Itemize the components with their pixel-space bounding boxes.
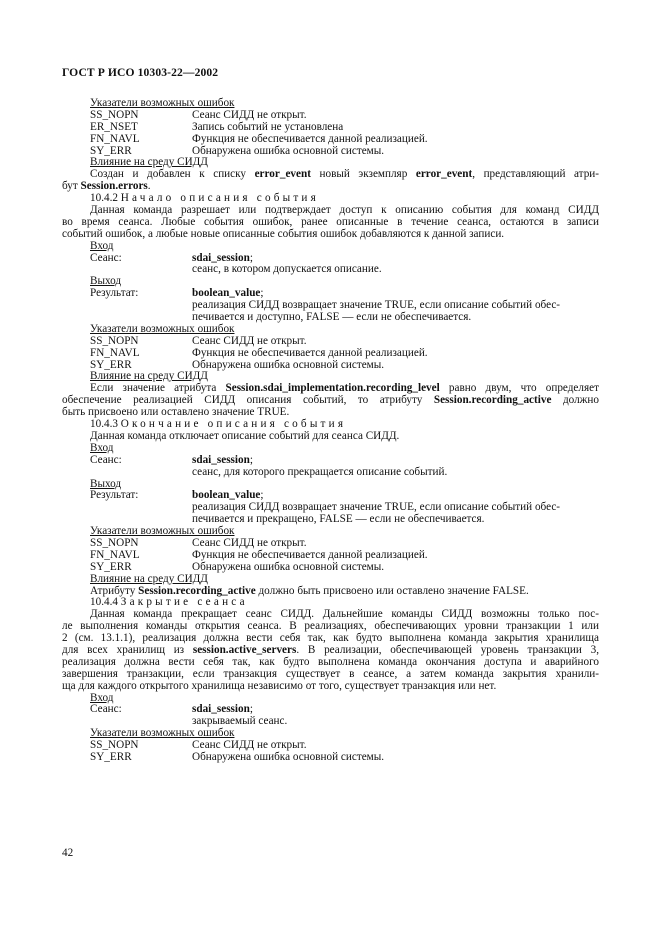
effect-label: Влияние на среду СИДД xyxy=(90,572,208,585)
paragraph-line: Данная команда разрешает или подтверждает доступ к описанию события для команд СИДД xyxy=(90,204,599,217)
input-label: Вход xyxy=(90,691,114,704)
error-row: SS_NOPN Сеанс СИДД не открыт. xyxy=(90,536,307,549)
page-body xyxy=(62,98,599,764)
error-row: SS_NOPN Сеанс СИДД не открыт. xyxy=(90,739,307,752)
error-list xyxy=(62,110,599,158)
error-desc: Сеанс СИДД не открыт. xyxy=(192,108,307,121)
param-name: boolean_value xyxy=(192,287,261,300)
errors-label: Указатели возможных ошибок xyxy=(90,727,235,740)
paragraph-line: для всех хранилищ из session.active_servers. В реализации, обеспечивающей уровень транзакции 3, xyxy=(62,643,599,656)
effect-label: Влияние на среду СИДД xyxy=(90,370,208,383)
paragraph-line: Данная команда прекращает сеанс СИДД. Дальнейшие команды СИДД возможны только пос- xyxy=(90,608,599,621)
error-code: ER_NSET xyxy=(90,120,138,133)
section-heading-10-4-4: 10.4.4 Закрытие сеанса xyxy=(90,596,248,609)
output-label: Выход xyxy=(90,275,122,288)
effect-text-line: бут Session.errors. xyxy=(62,180,151,193)
error-row xyxy=(62,110,599,122)
error-row: SY_ERR Обнаружена ошибка основной системы. xyxy=(90,750,385,763)
section-number: 10.4.2 xyxy=(90,192,118,205)
output-row: Результат: boolean_value; xyxy=(90,287,264,300)
effect-text-line: Если значение атрибута Session.sdai_implementation.recording_level равно двум, что определяет xyxy=(90,382,599,395)
paragraph-line: завершения транзакции, если транзакция существует в сеансе, а затем команда закрытия хранили- xyxy=(62,667,599,680)
errors-label: Указатели возможных ошибок xyxy=(90,525,235,538)
error-row: SY_ERR Обнаружена ошибка основной системы. xyxy=(90,358,385,371)
paragraph-line: реализация должна вести себя так, как будто выполнена команда окончания доступа и аварийного xyxy=(62,655,599,668)
effect-text-line: Создан и добавлен к списку error_event новый экземпляр error_event, представляющий атри- xyxy=(90,168,600,181)
error-code: FN_NAVL xyxy=(90,132,140,145)
error-desc: Функция не обеспечивается данной реализацией. xyxy=(192,132,428,145)
errors-label: Указатели возможных ошибок xyxy=(90,322,235,335)
error-code: SS_NOPN xyxy=(90,108,139,121)
error-row xyxy=(62,134,599,146)
output-row: Результат: boolean_value; xyxy=(90,489,264,502)
output-label: Выход xyxy=(90,477,122,490)
effect-label: Влияние на среду СИДД xyxy=(90,156,208,169)
section-title: Начало описания события xyxy=(120,192,319,205)
error-row: FN_NAVL Функция не обеспечивается данной реализацией. xyxy=(90,346,428,359)
output-desc: реализация СИДД возвращает значение TRUE, если описание событий обес- xyxy=(192,501,561,514)
paragraph-line: событий ошибок, а любые новые описанные события ошибок добавляются к данной записи. xyxy=(62,227,505,240)
paragraph-line: 2 (см. 13.1.1), реализация должна вести себя так, как будто выполнена команда закрытия хранилища xyxy=(62,632,599,645)
input-row: Сеанс: sdai_session; xyxy=(90,453,253,466)
error-desc: Обнаружена ошибка основной системы. xyxy=(192,144,385,157)
page-number: 42 xyxy=(62,847,74,859)
error-code: SY_ERR xyxy=(90,144,132,157)
section-heading-10-4-3: 10.4.3 Окончание описания события xyxy=(90,418,347,431)
error-row: FN_NAVL Функция не обеспечивается данной реализацией. xyxy=(90,548,428,561)
input-row: Сеанс: sdai_session; xyxy=(90,703,253,716)
param-name: sdai_session xyxy=(192,251,250,264)
input-desc: сеанс, для которого прекращается описание событий. xyxy=(192,465,448,478)
error-list xyxy=(62,740,599,764)
effect-text-line: быть присвоено или оставлено значение TRUE. xyxy=(62,406,290,419)
running-header: ГОСТ Р ИСО 10303-22—2002 xyxy=(62,66,219,79)
effect-text-line: Атрибуту Session.recording_active должно быть присвоено или оставлено значение FALSE. xyxy=(90,584,529,597)
paragraph-line: ле выполнения команды открытия сеанса. В реализациях, обеспечивающих уровни транзакции 1 или xyxy=(62,620,599,633)
output-desc: печивается и прекращено, FALSE — если не обеспечивается. xyxy=(192,513,485,526)
input-desc: закрываемый сеанс. xyxy=(192,715,288,728)
paragraph-line: во время сеанса. Любые события ошибок, ранее описанные в течение сеанса, остаются в записи xyxy=(62,215,599,228)
paragraph-line: Данная команда отключает описание событий для сеанса СИДД. xyxy=(90,429,400,442)
error-row: SS_NOPN Сеанс СИДД не открыт. xyxy=(90,334,307,347)
output-desc: реализация СИДД возвращает значение TRUE, если описание событий обес- xyxy=(192,299,561,312)
output-desc: печивается и доступно, FALSE — если не обеспечивается. xyxy=(192,311,472,324)
error-list xyxy=(62,336,599,372)
error-desc: Запись событий не установлена xyxy=(192,120,344,133)
input-desc: сеанс, в котором допускается описание. xyxy=(192,263,382,276)
errors-label: Указатели возможных ошибок xyxy=(90,97,235,109)
error-row xyxy=(62,122,599,134)
input-row: Сеанс: sdai_session; xyxy=(90,251,253,264)
error-row: SY_ERR Обнаружена ошибка основной системы. xyxy=(90,560,385,573)
error-list xyxy=(62,538,599,574)
input-label: Вход xyxy=(90,239,114,252)
input-label: Вход xyxy=(90,441,114,454)
effect-text-line: обеспечение реализацией СИДД описания событий, то атрибуту Session.recording_active должно xyxy=(62,394,599,407)
paragraph-line: ща для каждого открытого хранилища независимо от того, существует транзакция или нет. xyxy=(62,679,497,692)
